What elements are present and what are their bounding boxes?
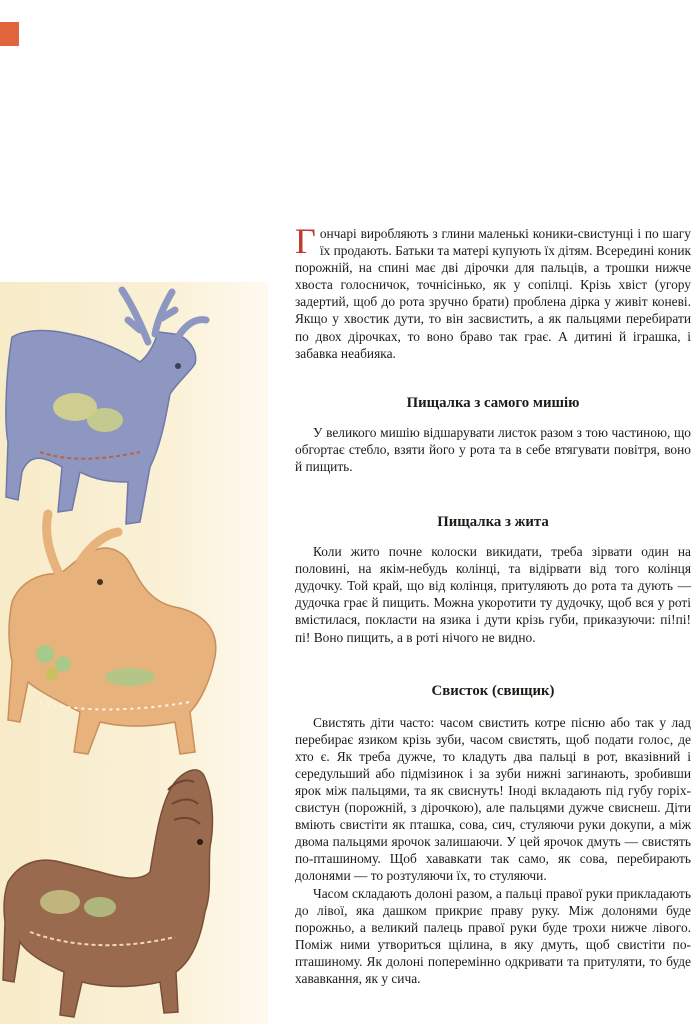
section-paragraph: Свистять діти часто: часом свистить котре пісню або так у лад перебирає язиком крізь зуби, часом свистять, щоб подати голос, де хто є. Як треба дужче, то кладуть два пальці в рот, вказівний і середульший або підмізинок і за зуби нижні загинають, зробивши ярок між пальцями, та як свиснуть! Іноді вкладають під губу горіх-свистун (порожній, з дірочкою), але пальцями дужче свиснеш. Діти вміють свистіти як пташка, сова, сич, стуляючи руки докупи, а між двома пальцями ярочок залишаючи. У цей ярочок дмуть — свистять по-пташиному. Щоб хававкати так само, як сова, перебирають долонями — то розтуляючи їх, то стуляючи. [295,714,691,884]
ceramic-whistle-illustration [0,282,268,1024]
article-text-column [295,221,691,987]
intro-paragraph [295,221,691,362]
drop-cap-letter: Г [295,221,316,261]
horse-whistle-figure [3,770,212,1017]
corner-color-mark [0,22,19,46]
section-heading-whistle: Свисток (свищик) [431,682,555,699]
section-heading-rye: Пищалка з жита [437,514,549,531]
intro-text: ончарі виробляють з глини маленькі коники-свистунці і по шагу їх продають. Батьки та матері купують їх дітям. Всередині коник порожній, на спині має дві дірочки для пальців, а трошки нижче хвоста голосничок, точнісінько, як у сопілці. Крізь хвіст (угору задертий, щоб до рота зручно брати) проблена дірка у живіт коневі. Якщо у хвостик дути, то він засвистить, а як пальцями перебирати по двох дірочках, то воно браво так грає. А дитині й іграшка, і забавка неабияка. [295,226,691,361]
section-paragraph: Часом складають долоні разом, а пальці правої руки прикладають до лівої, яка дашком прикриє праву руку. Між долонями буде порожньо, а великий палець правої руки буде трохи нижче лівого. Поміж ними утвориться щілина, в яку дмуть, щоб свистіти по-пташиному. Як долоні поперемінно одкривати та притуляти, то буде хававкання, як у сича. [295,885,691,986]
goat-whistle-figure [8,514,216,754]
section-paragraph: У великого мишію відшарувати листок разом з тою частиною, що обгортає стебло, взяти його у рота та в себе втягувати повітря, воно й пищить. [295,424,691,474]
section-heading-mouse-ear: Пищалка з самого мишію [406,394,580,411]
deer-whistle-figure [6,290,206,524]
section-paragraph: Коли жито почне колоски викидати, треба зірвати один на половині, на якім-небудь колінці, та відірвати від того колінця дудочку. Той край, що від колінця, притуляють до рота та дують — дудочка грає й пищить. Можна укоротити ту дудочку, щоб вся у роті вмістилася, покласти на язика і дути крізь губи, приказуючи: пі!пі!пі! Воно пищить, а в роті нічого не видно. [295,544,691,645]
